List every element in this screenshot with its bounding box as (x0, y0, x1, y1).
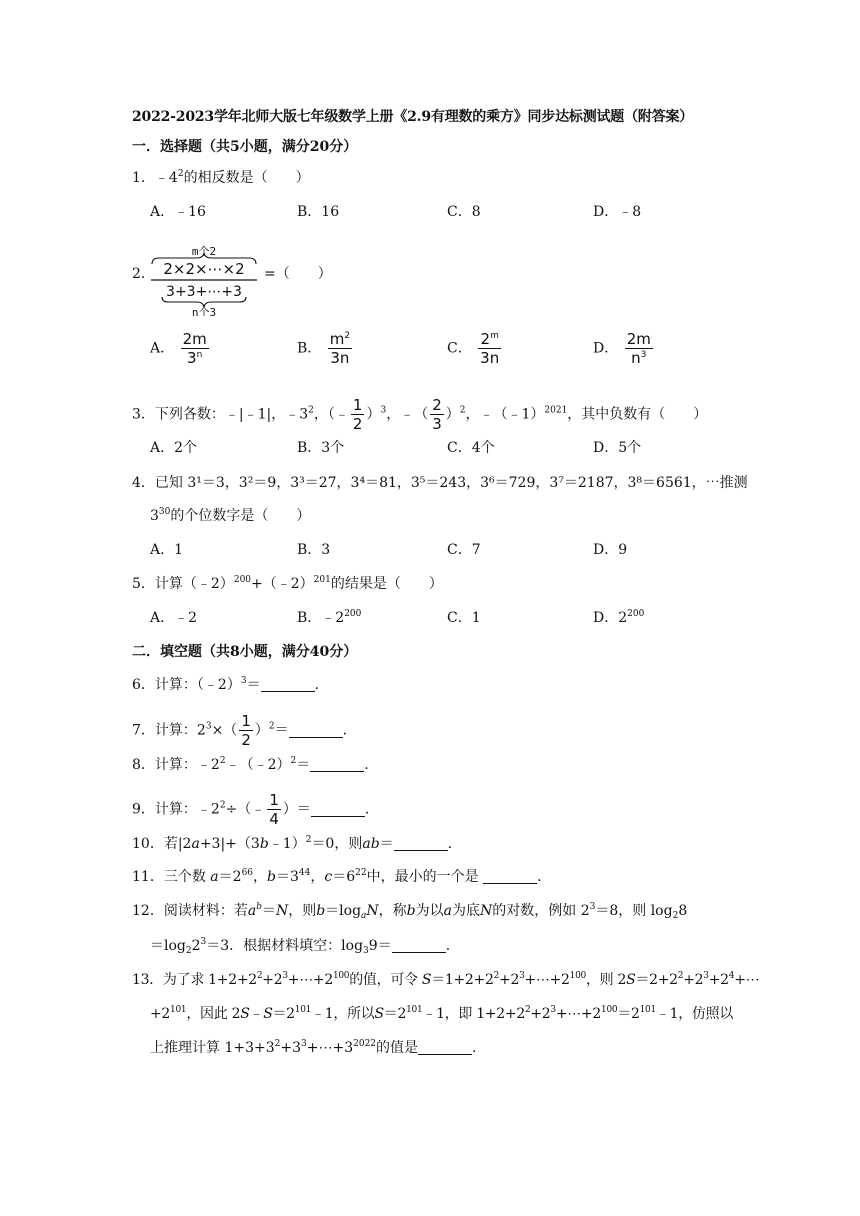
question-7: 7．计算：$2^3\times$（ $\frac{1}{2}$ ）$^2$＝ . (132, 712, 348, 749)
q2-option-b[interactable]: B． $\frac{m^2}{3n}$ (297, 330, 351, 367)
question-6: 6．计算：（﹣2）$^3$＝ . (132, 676, 320, 693)
answer-blank[interactable] (392, 938, 446, 953)
q3-option-b[interactable]: B．3个 (297, 440, 345, 456)
option-fraction: $\frac{2m}{3^n}$ (182, 330, 207, 367)
q2-option-a[interactable]: A． $\frac{2m}{3^n}$ (150, 330, 207, 367)
answer-blank[interactable] (394, 836, 448, 851)
answer-blank[interactable] (289, 723, 343, 738)
q5-option-b[interactable]: B．$﹣2^{200}$ (297, 609, 362, 626)
section-heading-fill: 二．填空题（共8小题，满分40分） (132, 644, 358, 660)
answer-blank[interactable] (310, 757, 364, 772)
fraction-one-quarter: $\frac{1}{4}$ (269, 791, 279, 828)
q2-option-c[interactable]: C． $\frac{2^m}{3n}$ (447, 330, 500, 367)
q3-option-c[interactable]: C．4个 (447, 440, 495, 456)
fraction-one-half: $\frac{1}{2}$ (241, 712, 251, 749)
question-13-line-3: 上推理计算 $1+3+3^2+3^3+\cdots+3^{2022}$的值是 . (150, 1039, 477, 1056)
q1-option-c[interactable]: C．8 (447, 204, 481, 220)
question-4-line-1: 4．已知 3¹＝3，3²＝9，3³＝27，3⁴＝81，3⁵＝243，3⁶＝729，3⁷＝2187，3⁸＝6561，⋯推测 (132, 475, 748, 491)
question-13-line-1: 13．为了求 $1+2+2^2+2^3+\cdots+2^{100}$的值，可令 $S=1+2+2^2+2^3+\cdots+2^{100}$，则 $2S=2+2^2+2^3+2^4+\cdots$ (132, 971, 760, 988)
q3-option-d[interactable]: D．5个 (593, 440, 642, 456)
q4-option-a[interactable]: A．1 (150, 542, 184, 558)
fraction-two-thirds: $\frac{2}{3}$ (432, 396, 442, 433)
question-number: 1． (132, 170, 155, 186)
q5-option-a[interactable]: A．﹣2 (150, 610, 198, 626)
q1-option-d[interactable]: D．﹣8 (593, 204, 642, 220)
question-9: 9．计算：$﹣2^2\div(﹣$ $\frac{1}{4}$ ）＝ . (132, 791, 370, 828)
fraction-one-half: $\frac{1}{2}$ (352, 396, 363, 433)
q5-option-d[interactable]: D．$2^{200}$ (593, 609, 645, 626)
question-12-line-1: 12．阅读材料：若$a^b=N$，则$b=\log_aN$，称b为以a为底N的对数，例如 $2^3=8$，则 $\log_28$ (132, 902, 688, 921)
question-12-line-2: $=\log_22^3=3$．根据材料填空：$\log_39=$ . (150, 937, 451, 956)
bottom-brace-label: n个3 (191, 306, 217, 316)
option-fraction: $\frac{m^2}{3n}$ (329, 330, 351, 367)
question-4-line-2: $3^{30}$的个位数字是（ ） (150, 507, 311, 524)
page-title: 2022-2023学年北师大版七年级数学上册《2.9有理数的乘方》同步达标测试题（附答案） (132, 109, 694, 125)
question-5: 5．计算（﹣2）$^{200}$+（﹣2）$^{201}$的结果是（ ） (132, 575, 443, 592)
option-fraction: $\frac{2m}{n^3}$ (626, 330, 651, 367)
q4-option-c[interactable]: C．7 (447, 542, 481, 558)
q3-option-a[interactable]: A．2个 (150, 440, 198, 456)
q1-option-b[interactable]: B．16 (297, 204, 340, 220)
section-heading-choice: 一．选择题（共5小题，满分20分） (132, 139, 358, 155)
answer-blank[interactable] (483, 869, 537, 884)
q2-brace-fraction (145, 244, 263, 316)
question-13-line-2: $+2^{101}$，因此 $2S﹣S=2^{101}﹣1$，所以$S=2^{101}﹣1$，即 $1+2+2^2+2^3+\cdots+2^{100}=2^{101}﹣1$，仿照以 (150, 1005, 734, 1022)
brace-fraction-graphic (145, 244, 263, 316)
question-8: 8．计算：$﹣2^2﹣(﹣2)^2=$ . (132, 756, 369, 773)
q5-option-c[interactable]: C．1 (447, 610, 481, 626)
question-11: 11．三个数 $a=2^{66}$，$b=3^{44}$，$c=6^{22}$中，最小的一个是 . (132, 868, 542, 885)
question-3: 3．下列各数：﹣|﹣1|，$﹣3^2$，（﹣ $\frac{1}{2}$ ）$^3$，﹣（ $\frac{2}{3}$ ）$^2$，﹣（﹣1）$^{2021}$，其中负数有（ ） (132, 396, 708, 433)
q2-equals: =（ ） (264, 266, 332, 282)
q4-option-d[interactable]: D．9 (593, 542, 628, 558)
question-2-number: 2． (132, 266, 155, 282)
answer-blank[interactable] (261, 677, 315, 692)
option-fraction: $\frac{2^m}{3n}$ (480, 330, 500, 367)
question-1: 1．$﹣4^2$的相反数是（ ） (132, 169, 310, 186)
top-brace-label: m个2 (191, 245, 217, 258)
question-10: 10．若|2a+3|+（3b﹣1）$^2$＝0，则ab＝ . (132, 835, 453, 852)
q1-option-a[interactable]: A．﹣16 (150, 204, 206, 220)
q4-option-b[interactable]: B．3 (297, 542, 331, 558)
answer-blank[interactable] (311, 802, 365, 817)
q2-option-d[interactable]: D． $\frac{2m}{n^3}$ (593, 330, 651, 367)
answer-blank[interactable] (418, 1040, 472, 1055)
fraction-denominator: 3+3+⋯+3 (166, 284, 242, 300)
fraction-numerator: 2×2×⋯×2 (163, 260, 245, 278)
